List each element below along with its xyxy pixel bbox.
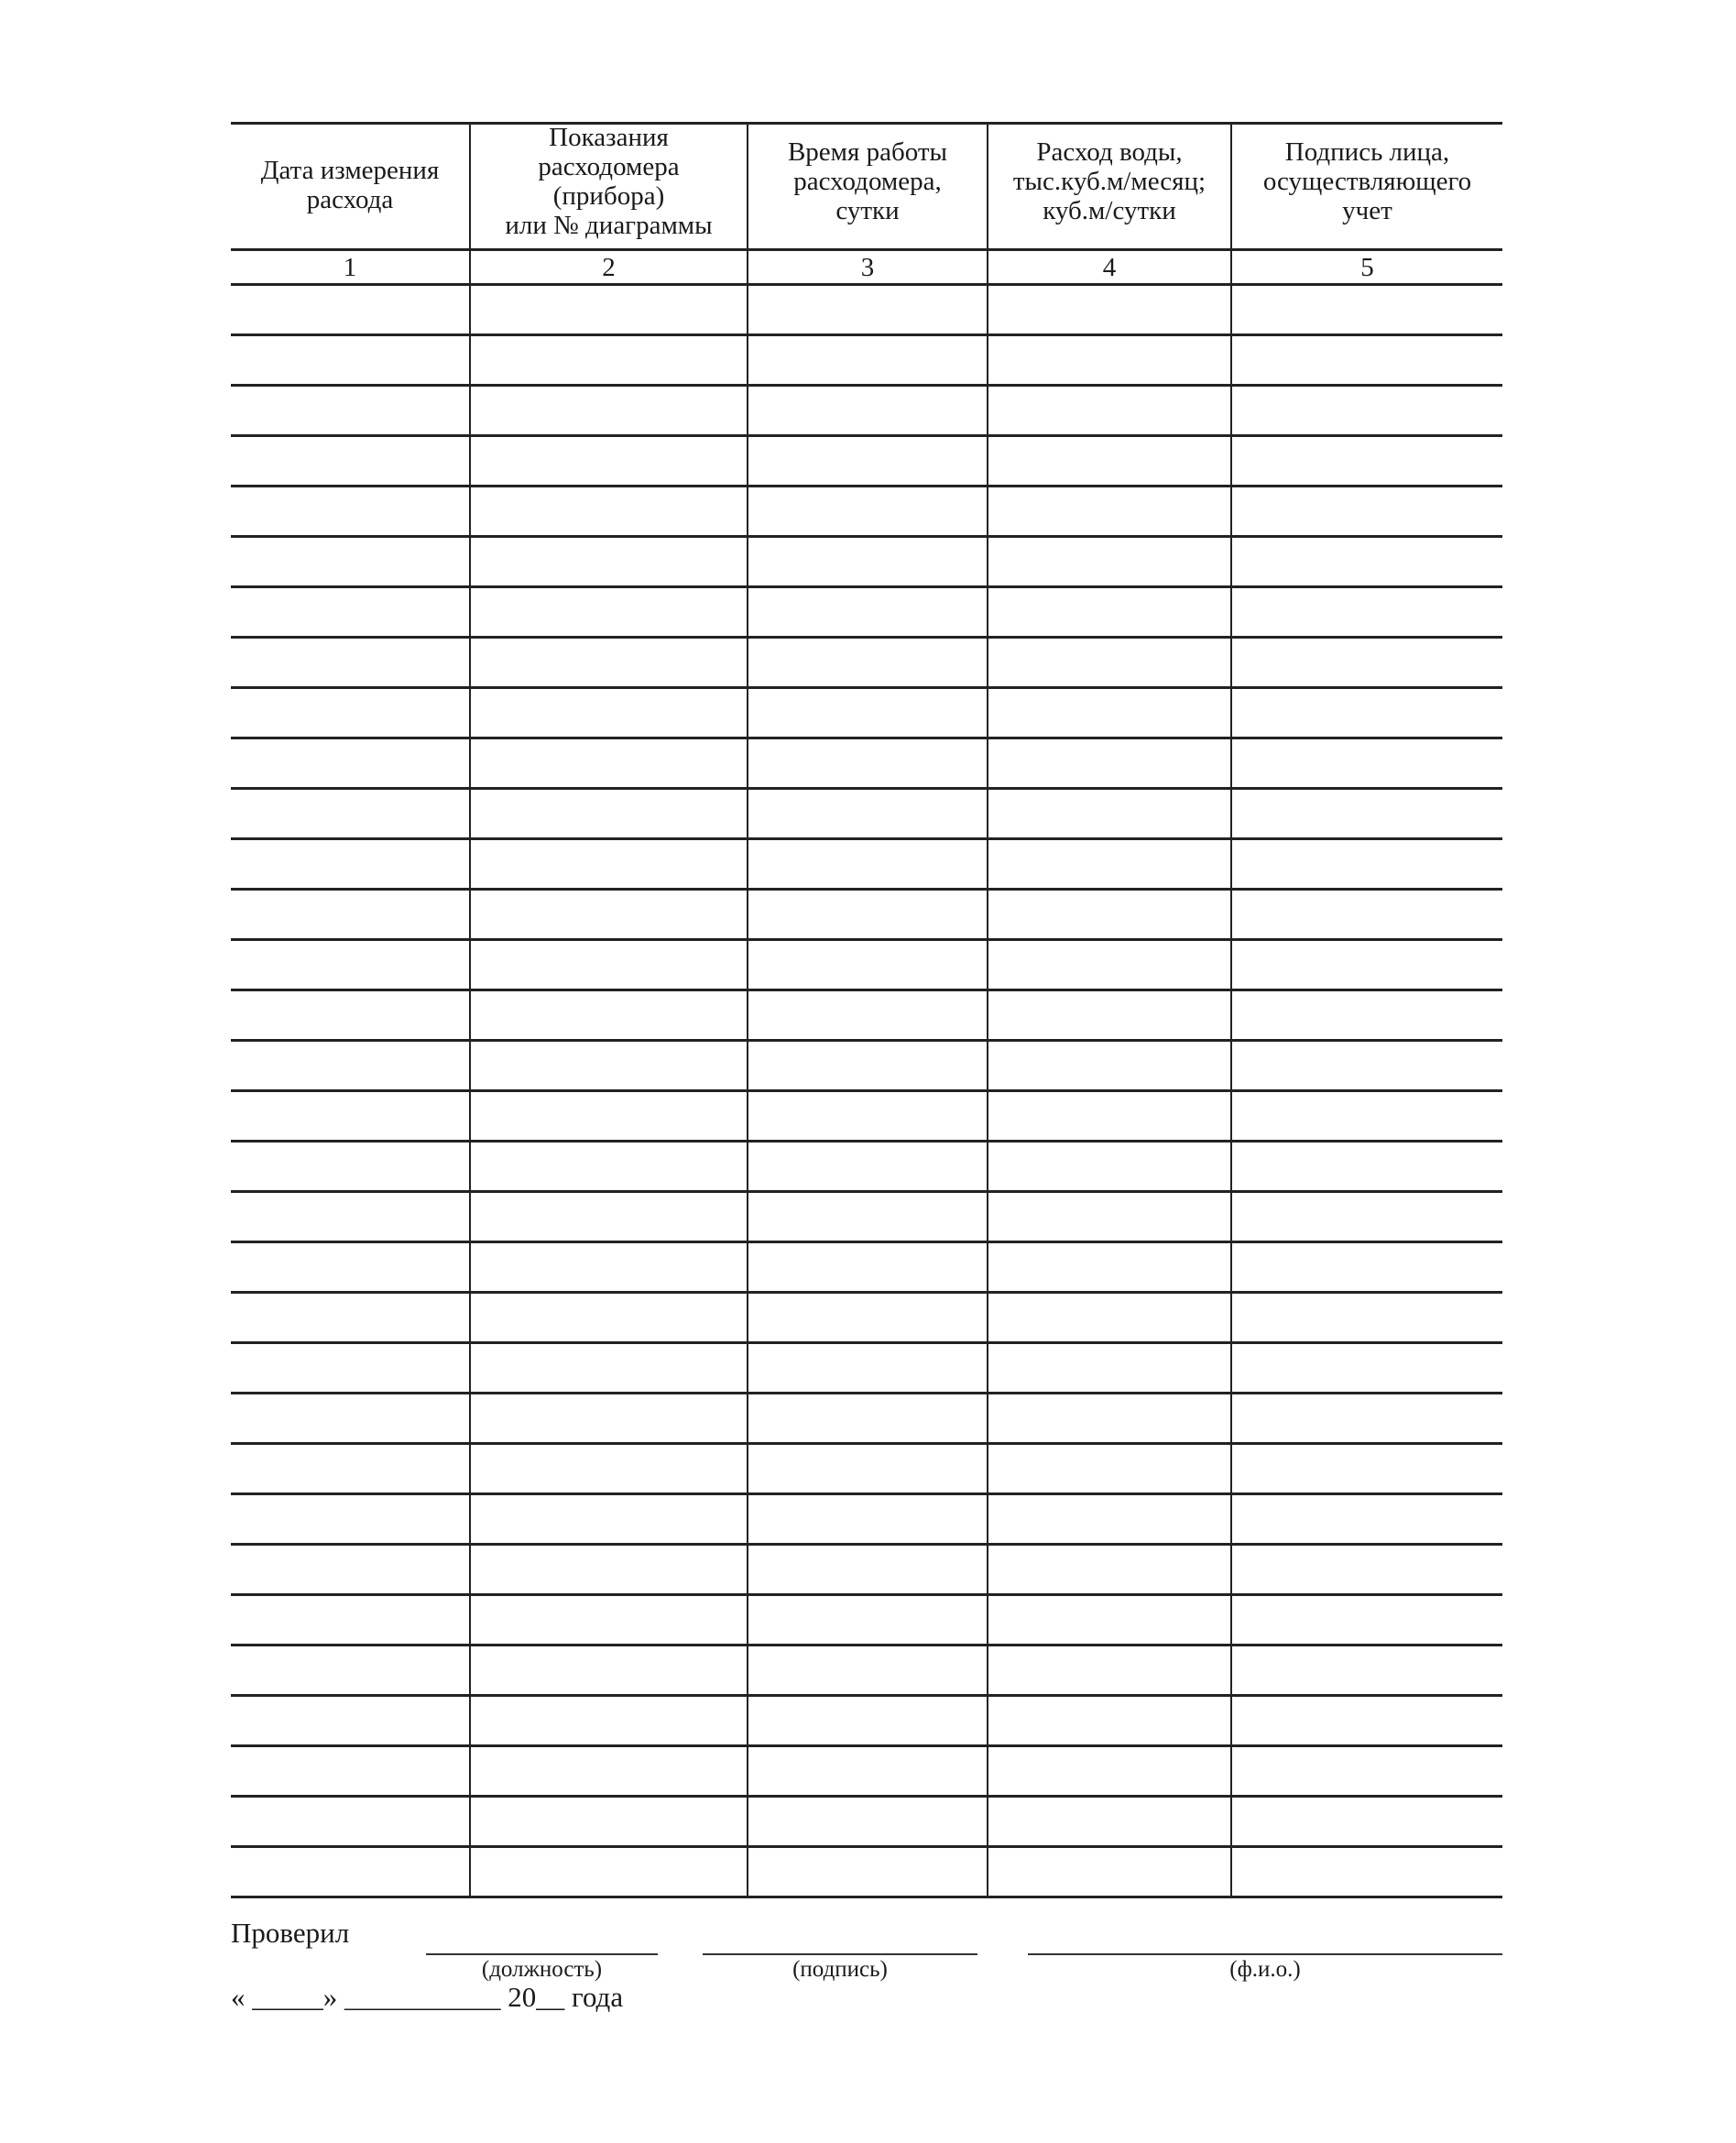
table-cell[interactable] — [988, 1142, 1231, 1192]
table-cell[interactable] — [1231, 335, 1502, 386]
table-cell[interactable] — [748, 1847, 988, 1897]
table-cell[interactable] — [748, 839, 988, 890]
table-cell[interactable] — [748, 1242, 988, 1293]
table-row — [231, 789, 1502, 839]
table-cell[interactable] — [1231, 1041, 1502, 1091]
table-cell[interactable] — [988, 990, 1231, 1041]
column-number: 5 — [1231, 250, 1502, 285]
table-cell[interactable] — [988, 789, 1231, 839]
table-row — [231, 487, 1502, 537]
table-cell[interactable] — [231, 990, 470, 1041]
table-cell[interactable] — [470, 1646, 748, 1696]
header-text-line: Расход воды, — [1036, 137, 1183, 167]
table-cell[interactable] — [231, 1494, 470, 1545]
table-cell[interactable] — [988, 436, 1231, 487]
log-rows — [231, 285, 1502, 1897]
table-cell[interactable] — [748, 890, 988, 940]
table-cell[interactable] — [1231, 1847, 1502, 1897]
header-water-consumption — [988, 124, 1231, 250]
table-cell[interactable] — [470, 1696, 748, 1746]
table-cell[interactable] — [1231, 1494, 1502, 1545]
table-cell[interactable] — [748, 1343, 988, 1394]
table-row — [231, 1646, 1502, 1696]
table-cell[interactable] — [470, 1293, 748, 1343]
table-cell[interactable] — [470, 890, 748, 940]
table-cell[interactable] — [1231, 1797, 1502, 1847]
table-cell[interactable] — [988, 1192, 1231, 1242]
column-number: 2 — [470, 250, 748, 285]
verification-footer — [231, 1917, 1502, 2027]
table-row — [231, 1091, 1502, 1142]
date-line: « _____» ___________ 20__ года — [231, 1981, 624, 2013]
table-cell[interactable] — [470, 386, 748, 436]
header-text-line: Время работы — [787, 137, 948, 167]
table-row — [231, 839, 1502, 890]
table-cell[interactable] — [231, 1595, 470, 1646]
table-cell[interactable] — [988, 839, 1231, 890]
header-text-line: расходомера, — [793, 166, 942, 196]
table-row — [231, 1746, 1502, 1797]
column-number: 3 — [748, 250, 988, 285]
table-cell[interactable] — [988, 1545, 1231, 1595]
table-cell[interactable] — [988, 1646, 1231, 1696]
table-cell[interactable] — [231, 1041, 470, 1091]
table-cell[interactable] — [748, 738, 988, 789]
table-cell[interactable] — [1231, 1696, 1502, 1746]
table-cell[interactable] — [748, 1142, 988, 1192]
table-cell[interactable] — [988, 1041, 1231, 1091]
table-cell[interactable] — [470, 789, 748, 839]
table-cell[interactable] — [231, 890, 470, 940]
table-cell[interactable] — [470, 537, 748, 587]
table-cell[interactable] — [1231, 587, 1502, 638]
table-cell[interactable] — [470, 638, 748, 688]
header-responsible-signature — [1231, 124, 1502, 250]
table-cell[interactable] — [470, 1797, 748, 1847]
table-cell[interactable] — [231, 738, 470, 789]
table-row — [231, 688, 1502, 738]
table-cell[interactable] — [748, 335, 988, 386]
table-cell[interactable] — [988, 386, 1231, 436]
table-cell[interactable] — [231, 1142, 470, 1192]
table-cell[interactable] — [470, 1242, 748, 1293]
table-cell[interactable] — [231, 1343, 470, 1394]
checked-by-label: Проверил — [231, 1917, 350, 1949]
table-cell[interactable] — [988, 1293, 1231, 1343]
table-cell[interactable] — [988, 1343, 1231, 1394]
table-cell[interactable] — [470, 688, 748, 738]
table-row — [231, 1142, 1502, 1192]
table-cell[interactable] — [231, 587, 470, 638]
table-cell[interactable] — [748, 638, 988, 688]
table-cell[interactable] — [1231, 638, 1502, 688]
table-cell[interactable] — [470, 335, 748, 386]
table-cell[interactable] — [988, 285, 1231, 335]
table-cell[interactable] — [988, 1444, 1231, 1494]
table-cell[interactable] — [231, 1847, 470, 1897]
table-row — [231, 1192, 1502, 1242]
table-cell[interactable] — [1231, 1091, 1502, 1142]
table-cell[interactable] — [1231, 1595, 1502, 1646]
table-row — [231, 1595, 1502, 1646]
table-cell[interactable] — [470, 1394, 748, 1444]
table-row — [231, 1444, 1502, 1494]
table-cell[interactable] — [748, 487, 988, 537]
table-cell[interactable] — [988, 587, 1231, 638]
table-cell[interactable] — [988, 940, 1231, 990]
table-cell[interactable] — [988, 1494, 1231, 1545]
position-caption: (должность) — [481, 1957, 603, 1982]
table-cell[interactable] — [988, 1091, 1231, 1142]
table-cell[interactable] — [988, 1242, 1231, 1293]
table-cell[interactable] — [1231, 1142, 1502, 1192]
table-cell[interactable] — [231, 436, 470, 487]
table-cell[interactable] — [1231, 839, 1502, 890]
table-cell[interactable] — [231, 638, 470, 688]
table-cell[interactable] — [470, 1595, 748, 1646]
table-cell[interactable] — [748, 537, 988, 587]
table-cell[interactable] — [748, 1041, 988, 1091]
table-cell[interactable] — [231, 1394, 470, 1444]
table-cell[interactable] — [1231, 1646, 1502, 1696]
table-cell[interactable] — [231, 537, 470, 587]
header-flowmeter-operating-time — [748, 124, 988, 250]
table-cell[interactable] — [1231, 1394, 1502, 1444]
table-cell[interactable] — [231, 386, 470, 436]
table-cell[interactable] — [1231, 890, 1502, 940]
table-cell[interactable] — [1231, 436, 1502, 487]
table-cell[interactable] — [470, 1444, 748, 1494]
table-row — [231, 1041, 1502, 1091]
table-row — [231, 890, 1502, 940]
header-text-line: (прибора) — [552, 180, 665, 211]
table-cell[interactable] — [470, 738, 748, 789]
table-cell[interactable] — [748, 1494, 988, 1545]
column-number: 1 — [231, 250, 470, 285]
table-cell[interactable] — [748, 1091, 988, 1142]
table-cell[interactable] — [988, 738, 1231, 789]
table-cell[interactable] — [748, 688, 988, 738]
table-cell[interactable] — [1231, 1242, 1502, 1293]
header-measurement-date — [231, 124, 470, 250]
table-row — [231, 1545, 1502, 1595]
measurement-log-table-wrapper — [231, 122, 1502, 1898]
header-text-line: учет — [1342, 195, 1392, 225]
table-cell[interactable] — [748, 1394, 988, 1444]
header-text-line: расходомера — [538, 151, 680, 181]
table-row — [231, 1797, 1502, 1847]
table-row — [231, 1394, 1502, 1444]
table-cell[interactable] — [1231, 1343, 1502, 1394]
measurement-log-table — [231, 122, 1502, 1898]
table-row — [231, 436, 1502, 487]
table-cell[interactable] — [748, 1646, 988, 1696]
table-cell[interactable] — [231, 940, 470, 990]
table-cell[interactable] — [1231, 1192, 1502, 1242]
header-text-line: сутки — [835, 195, 900, 225]
table-row — [231, 1343, 1502, 1394]
table-cell[interactable] — [1231, 688, 1502, 738]
table-row — [231, 335, 1502, 386]
table-cell[interactable] — [748, 1746, 988, 1797]
table-cell[interactable] — [1231, 487, 1502, 537]
table-cell[interactable] — [470, 1545, 748, 1595]
table-cell[interactable] — [988, 487, 1231, 537]
table-row — [231, 990, 1502, 1041]
table-row — [231, 738, 1502, 789]
header-flowmeter-readings — [470, 124, 748, 250]
table-cell[interactable] — [988, 638, 1231, 688]
table-cell[interactable] — [231, 1696, 470, 1746]
header-text-line: Дата измерения — [260, 155, 440, 185]
table-cell[interactable] — [748, 789, 988, 839]
table-cell[interactable] — [231, 1545, 470, 1595]
table-cell[interactable] — [1231, 386, 1502, 436]
table-row — [231, 638, 1502, 688]
table-cell[interactable] — [988, 1394, 1231, 1444]
table-cell[interactable] — [748, 436, 988, 487]
table-cell[interactable] — [748, 1444, 988, 1494]
table-cell[interactable] — [1231, 537, 1502, 587]
table-cell[interactable] — [1231, 285, 1502, 335]
table-cell[interactable] — [231, 335, 470, 386]
header-text-line: Показания — [549, 122, 669, 152]
header-text-line: или № диаграммы — [505, 210, 713, 240]
table-cell[interactable] — [988, 1847, 1231, 1897]
table-cell[interactable] — [748, 990, 988, 1041]
table-cell[interactable] — [470, 1494, 748, 1545]
table-row — [231, 1293, 1502, 1343]
table-cell[interactable] — [1231, 1293, 1502, 1343]
table-cell[interactable] — [470, 1041, 748, 1091]
table-cell[interactable] — [1231, 1444, 1502, 1494]
table-cell[interactable] — [748, 386, 988, 436]
table-cell[interactable] — [231, 1797, 470, 1847]
table-cell[interactable] — [988, 890, 1231, 940]
table-cell[interactable] — [1231, 990, 1502, 1041]
table-cell[interactable] — [470, 436, 748, 487]
table-cell[interactable] — [470, 587, 748, 638]
table-cell[interactable] — [231, 1293, 470, 1343]
header-text-line: осуществляющего — [1262, 166, 1472, 196]
table-cell[interactable] — [231, 487, 470, 537]
table-cell[interactable] — [1231, 789, 1502, 839]
header-text-line: тыс.куб.м/месяц; — [1012, 166, 1206, 196]
table-cell[interactable] — [748, 285, 988, 335]
table-cell[interactable] — [470, 1746, 748, 1797]
table-cell[interactable] — [748, 940, 988, 990]
table-cell[interactable] — [231, 285, 470, 335]
header-text-line: расхода — [306, 184, 394, 214]
table-cell[interactable] — [1231, 738, 1502, 789]
table-row — [231, 940, 1502, 990]
table-row — [231, 1696, 1502, 1746]
table-cell[interactable] — [470, 990, 748, 1041]
table-cell[interactable] — [231, 688, 470, 738]
table-cell[interactable] — [231, 1444, 470, 1494]
table-cell[interactable] — [988, 1696, 1231, 1746]
table-cell[interactable] — [470, 1091, 748, 1142]
table-cell[interactable] — [470, 1847, 748, 1897]
table-cell[interactable] — [470, 940, 748, 990]
table-row — [231, 285, 1502, 335]
table-cell[interactable] — [748, 1696, 988, 1746]
table-cell[interactable] — [988, 335, 1231, 386]
header-text-line: куб.м/сутки — [1043, 195, 1176, 225]
table-cell[interactable] — [748, 1293, 988, 1343]
table-cell[interactable] — [748, 587, 988, 638]
table-cell[interactable] — [470, 1192, 748, 1242]
table-cell[interactable] — [988, 1797, 1231, 1847]
table-row — [231, 587, 1502, 638]
table-cell[interactable] — [231, 789, 470, 839]
header-text-line: Подпись лица, — [1284, 137, 1450, 167]
table-cell[interactable] — [988, 1595, 1231, 1646]
table-cell[interactable] — [1231, 940, 1502, 990]
table-cell[interactable] — [1231, 1746, 1502, 1797]
table-cell[interactable] — [988, 688, 1231, 738]
signature-caption: (подпись) — [792, 1957, 888, 1982]
table-cell[interactable] — [470, 1343, 748, 1394]
table-row — [231, 1847, 1502, 1897]
table-row — [231, 537, 1502, 587]
table-cell[interactable] — [988, 1746, 1231, 1797]
table-cell[interactable] — [748, 1192, 988, 1242]
table-cell[interactable] — [231, 839, 470, 890]
table-cell[interactable] — [748, 1545, 988, 1595]
full-name-line[interactable] — [1028, 1953, 1502, 1955]
table-cell[interactable] — [231, 1242, 470, 1293]
table-cell[interactable] — [748, 1797, 988, 1847]
table-row — [231, 1494, 1502, 1545]
table-cell[interactable] — [470, 285, 748, 335]
table-row — [231, 386, 1502, 436]
signature-line[interactable] — [703, 1953, 977, 1955]
table-cell[interactable] — [470, 839, 748, 890]
column-number: 4 — [988, 250, 1231, 285]
table-cell[interactable] — [231, 1746, 470, 1797]
table-cell[interactable] — [988, 537, 1231, 587]
table-cell[interactable] — [231, 1646, 470, 1696]
table-row — [231, 1242, 1502, 1293]
table-cell[interactable] — [470, 487, 748, 537]
full-name-caption: (ф.и.о.) — [1229, 1957, 1301, 1982]
table-cell[interactable] — [470, 1142, 748, 1192]
position-line[interactable] — [426, 1953, 658, 1955]
table-cell[interactable] — [1231, 1545, 1502, 1595]
table-cell[interactable] — [748, 1595, 988, 1646]
table-cell[interactable] — [231, 1091, 470, 1142]
table-cell[interactable] — [231, 1192, 470, 1242]
